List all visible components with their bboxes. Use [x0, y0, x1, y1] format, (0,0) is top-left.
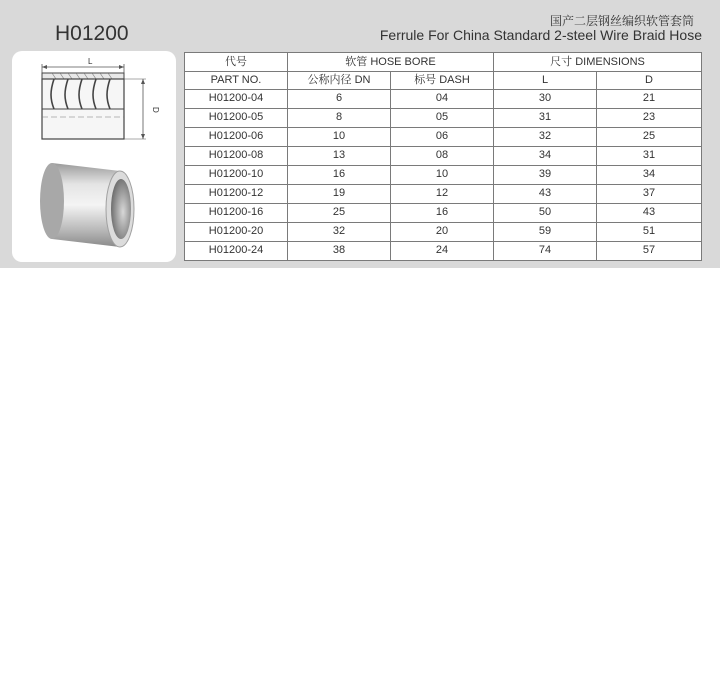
- cell-d: 23: [597, 108, 702, 127]
- cell-part: H01200-04: [185, 89, 288, 108]
- header-part-en: PART NO.: [185, 72, 288, 90]
- cell-l: 31: [494, 108, 597, 127]
- cell-d: 25: [597, 127, 702, 146]
- header-dash: 标号 DASH: [391, 72, 494, 90]
- table-row: [185, 146, 702, 165]
- cell-l: 39: [494, 165, 597, 184]
- cell-d: 37: [597, 184, 702, 203]
- ferrule-3d-image: [12, 151, 176, 261]
- cell-part: H01200-20: [185, 222, 288, 241]
- cell-dn: 38: [288, 241, 391, 260]
- cell-part: H01200-16: [185, 203, 288, 222]
- cell-dash: 06: [391, 127, 494, 146]
- cell-d: 57: [597, 241, 702, 260]
- cell-dn: 8: [288, 108, 391, 127]
- table-header-row: [185, 53, 702, 72]
- cell-d: 43: [597, 203, 702, 222]
- cell-l: 43: [494, 184, 597, 203]
- cell-dash: 10: [391, 165, 494, 184]
- table-row: [185, 127, 702, 146]
- cell-dash: 08: [391, 146, 494, 165]
- cell-d: 34: [597, 165, 702, 184]
- cell-d: 51: [597, 222, 702, 241]
- specification-table: [184, 52, 701, 261]
- cell-dn: 13: [288, 146, 391, 165]
- title-chinese: 国产二层钢丝编织软管套筒: [549, 14, 694, 28]
- cell-dn: 16: [288, 165, 391, 184]
- cell-part: H01200-10: [185, 165, 288, 184]
- cell-dn: 19: [288, 184, 391, 203]
- dim-label-l: L: [88, 57, 93, 66]
- table-row: [185, 184, 702, 203]
- cell-dash: 20: [391, 222, 494, 241]
- cell-l: 30: [494, 89, 597, 108]
- cell-part: H01200-24: [185, 241, 288, 260]
- header-d: D: [597, 72, 702, 90]
- header-l: L: [494, 72, 597, 90]
- part-code-heading: H01200: [55, 22, 129, 45]
- cell-d: 21: [597, 89, 702, 108]
- title-english: Ferrule For China Standard 2-steel Wire Braid Hose: [379, 27, 702, 43]
- dim-label-d: D: [151, 107, 160, 113]
- cell-d: 31: [597, 146, 702, 165]
- cell-dash: 04: [391, 89, 494, 108]
- product-image-card: [12, 51, 176, 262]
- header-hose-bore: 软管 HOSE BORE: [288, 53, 494, 72]
- cell-l: 34: [494, 146, 597, 165]
- table-row: [185, 89, 702, 108]
- header-dimensions: 尺寸 DIMENSIONS: [494, 53, 702, 72]
- table-row: [185, 203, 702, 222]
- cell-l: 32: [494, 127, 597, 146]
- cell-dn: 25: [288, 203, 391, 222]
- cell-l: 74: [494, 241, 597, 260]
- cell-dn: 6: [288, 89, 391, 108]
- cell-dash: 24: [391, 241, 494, 260]
- cell-part: H01200-12: [185, 184, 288, 203]
- header-dn: 公称内径 DN: [288, 72, 391, 90]
- table-row: [185, 241, 702, 260]
- cell-l: 59: [494, 222, 597, 241]
- cell-dash: 12: [391, 184, 494, 203]
- cell-dash: 16: [391, 203, 494, 222]
- cell-part: H01200-06: [185, 127, 288, 146]
- table-row: [185, 165, 702, 184]
- cell-dn: 10: [288, 127, 391, 146]
- cell-l: 50: [494, 203, 597, 222]
- table-row: [185, 222, 702, 241]
- ferrule-technical-drawing: [12, 51, 176, 151]
- header-part-cn: 代号: [185, 53, 288, 72]
- cell-dash: 05: [391, 108, 494, 127]
- table-subheader-row: [185, 72, 702, 90]
- cell-dn: 32: [288, 222, 391, 241]
- table-row: [185, 108, 702, 127]
- product-panel: [0, 0, 720, 268]
- cell-part: H01200-08: [185, 146, 288, 165]
- cell-part: H01200-05: [185, 108, 288, 127]
